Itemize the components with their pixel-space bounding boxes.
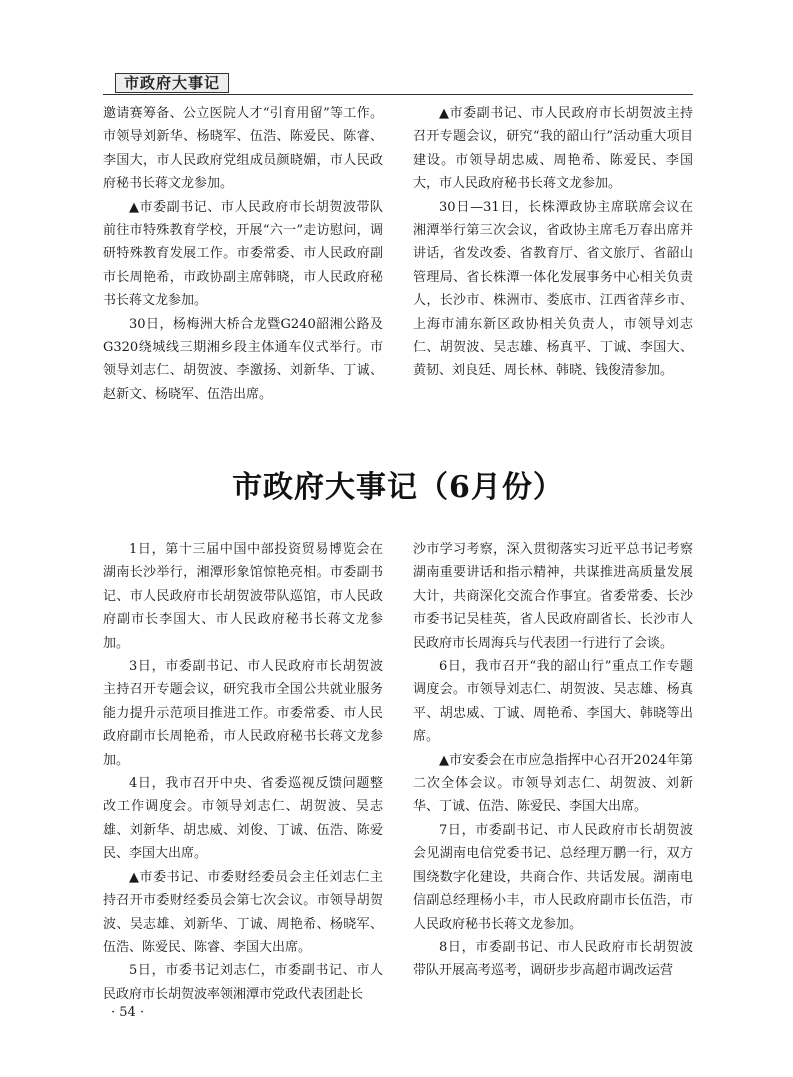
- header-rule: [103, 94, 693, 95]
- page-number: · 54 ·: [111, 1005, 145, 1020]
- paragraph: 7日，市委副书记、市人民政府市长胡贺波会见湖南电信党委书记、总经理万鹏一行，双方围绕数字化建设，共商合作、共话发展。湖南电信副总经理杨小丰，市人民政府副市长伍浩，市人民政府秘书长蒋文龙参加。: [413, 822, 693, 932]
- section-title: 市政府大事记（6月份）: [232, 470, 564, 505]
- paragraph: ▲市委副书记、市人民政府市长胡贺波带队前往市特殊教育学校，开展“六一”走访慰问，调研特殊教育发展工作。市委常委、市人民政府副市长周艳希，市政协副主席韩晓，市人民政府秘书长蒋文龙参加。: [103, 199, 383, 309]
- paragraph: 1日，第十三届中国中部投资贸易博览会在湖南长沙举行，湘潭形象馆惊艳亮相。市委副书记、市人民政府市长胡贺波带队巡馆，市人民政府副市长李国大、市人民政府秘书长蒋文龙参加。: [103, 542, 383, 651]
- top-right-column: [413, 102, 693, 383]
- paragraph: 5日，市委书记刘志仁，市委副书记、市人民政府市长胡贺波率领湘潭市党政代表团赴长: [103, 963, 383, 1002]
- paragraph: 邀请赛筹备、公立医院人才“引育用留”等工作。市领导刘新华、杨晓军、伍浩、陈爱民、陈睿、李国大，市人民政府党组成员颜晓媚，市人民政府秘书长蒋文龙参加。: [103, 106, 383, 192]
- paragraph: ▲市委书记、市委财经委员会主任刘志仁主持召开市委财经委员会第七次会议。市领导胡贺波、吴志雄、刘新华、丁诚、周艳希、杨晓军、伍浩、陈爱民、陈睿、李国大出席。: [103, 869, 383, 955]
- paragraph: 8日，市委副书记、市人民政府市长胡贺波带队开展高考巡考，调研步步高超市调改运营: [413, 939, 693, 979]
- paragraph: 3日，市委副书记、市人民政府市长胡贺波主持召开专题会议，研究我市全国公共就业服务能力提升示范项目推进工作。市委常委、市人民政府副市长周艳希，市人民政府秘书长蒋文龙参加。: [103, 659, 383, 768]
- top-left-column: [103, 102, 383, 406]
- paragraph: 6日，我市召开“我的韶山行”重点工作专题调度会。市领导刘志仁、胡贺波、吴志雄、杨真平、胡忠威、丁诚、周艳希、李国大、韩晓等出席。: [413, 659, 693, 745]
- bottom-left-column: [103, 538, 383, 1006]
- paragraph: 4日，我市召开中央、省委巡视反馈问题整改工作调度会。市领导刘志仁、胡贺波、吴志雄、刘新华、胡忠威、刘俊、丁诚、伍浩、陈爱民、李国大出席。: [103, 776, 383, 862]
- running-header: [103, 70, 693, 96]
- paragraph: 沙市学习考察，深入贯彻落实习近平总书记考察湖南重要讲话和指示精神，共谋推进高质量发展大计，共商深化交流合作事宜。省委常委、长沙市委书记吴桂英，省人民政府副省长、长沙市人民政府市长周海兵与代表团一行进行了会谈。: [413, 542, 693, 651]
- paragraph: ▲市安委会在市应急指挥中心召开2024年第二次全体会议。市领导刘志仁、胡贺波、刘新华、丁诚、伍浩、陈爱民、李国大出席。: [413, 752, 693, 815]
- header-title: 市政府大事记: [115, 73, 229, 93]
- bottom-right-column: [413, 538, 693, 983]
- paragraph: ▲市委副书记、市人民政府市长胡贺波主持召开专题会议，研究“我的韶山行”活动重大项目建设。市领导胡忠威、周艳希、陈爱民、李国大，市人民政府秘书长蒋文龙参加。: [413, 106, 693, 192]
- paragraph: 30日—31日，长株潭政协主席联席会议在湘潭举行第三次会议，省政协主席毛万春出席并讲话，省发改委、省教育厅、省文旅厅、省韶山管理局、省长株潭一体化发展事务中心相关负责人，长沙市、株洲市、娄底市、江西省萍乡市、上海市浦东新区政协相关负责人，市领导刘志仁、胡贺波、吴志雄、杨真平、丁诚、李国大、黄韧、刘良廷、周长林、韩晓、钱俊清参加。: [413, 199, 693, 379]
- paragraph: 30日，杨梅洲大桥合龙暨G240韶湘公路及G320绕城线三期湘乡段主体通车仪式举行。市领导刘志仁、胡贺波、李激扬、刘新华、丁诚、赵新文、杨晓军、伍浩出席。: [103, 316, 383, 402]
